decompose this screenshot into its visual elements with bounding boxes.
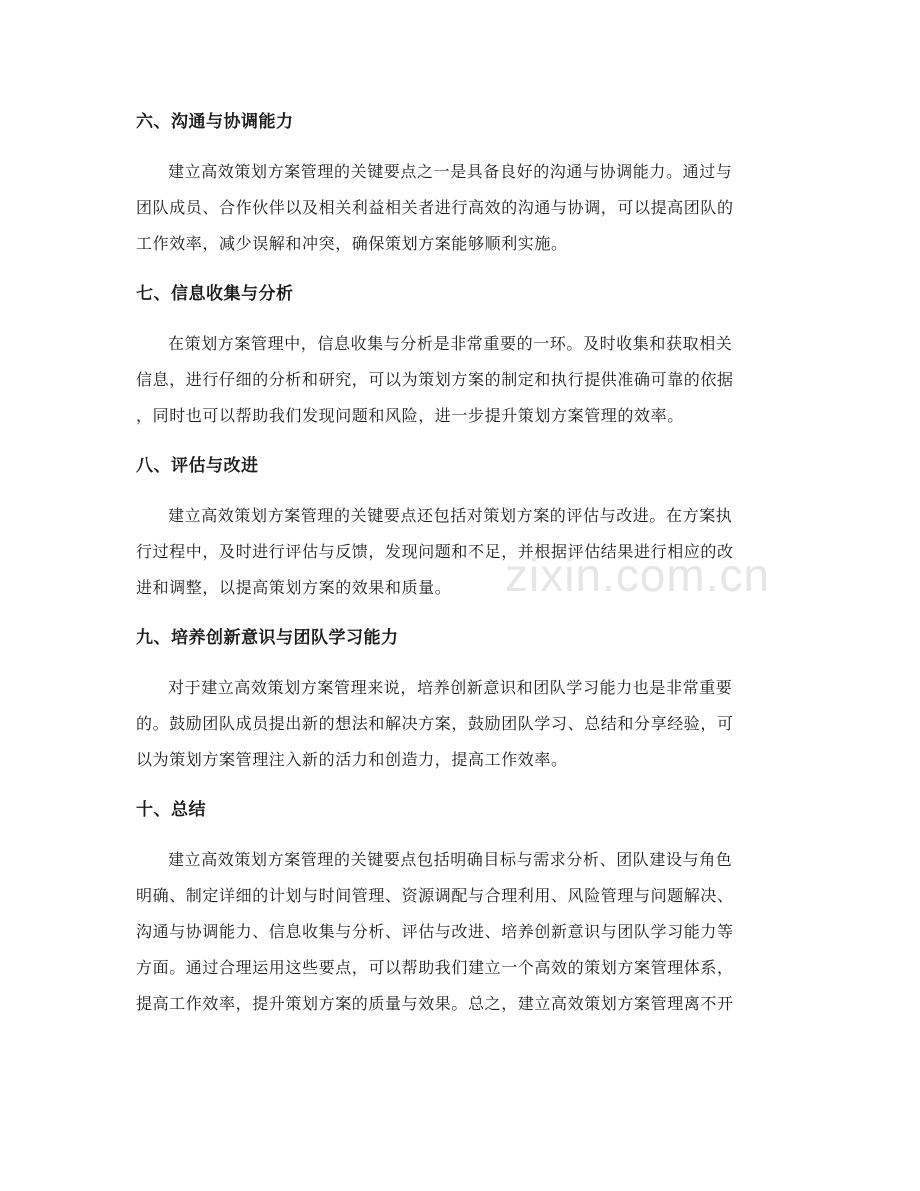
section-7 (136, 276, 786, 434)
section-heading: 八、评估与改进 (136, 456, 259, 476)
paragraph-line: 提高工作效率，提升策划方案的质量与效果。总之，建立高效策划方案管理离不开 (136, 994, 734, 1013)
section-heading: 六、沟通与协调能力 (136, 112, 294, 132)
section-8 (136, 448, 786, 606)
section-paragraph (136, 154, 786, 262)
paragraph-line: 以为策划方案管理注入新的活力和创造力，提高工作效率。 (136, 750, 568, 769)
section-paragraph (136, 842, 786, 1022)
paragraph-line: 在策划方案管理中，信息收集与分析是非常重要的一环。及时收集和获取相关 (168, 334, 733, 353)
document-page (136, 104, 786, 1022)
section-heading: 九、培养创新意识与团队学习能力 (136, 628, 399, 648)
section-paragraph (136, 670, 786, 778)
section-heading: 十、总结 (136, 800, 206, 820)
watermark-text: zixin.com.cn (505, 549, 771, 601)
paragraph-line: 的。鼓励团队成员提出新的想法和解决方案，鼓励团队学习、总结和分享经验，可 (136, 714, 734, 733)
paragraph-line: 明确、制定详细的计划与时间管理、资源调配与合理利用、风险管理与问题解决、 (136, 886, 734, 905)
paragraph-line: ，同时也可以帮助我们发现问题和风险，进一步提升策划方案管理的效率。 (136, 406, 684, 425)
section-10 (136, 792, 786, 1022)
paragraph-line: 行过程中，及时进行评估与反馈，发现问题和不足，并根据评估结果进行相应的改 (136, 542, 734, 561)
paragraph-line: 建立高效策划方案管理的关键要点包括明确目标与需求分析、团队建设与角色 (168, 850, 733, 869)
section-paragraph (136, 326, 786, 434)
paragraph-line: 对于建立高效策划方案管理来说，培养创新意识和团队学习能力也是非常重要 (168, 678, 733, 697)
paragraph-line: 信息，进行仔细的分析和研究，可以为策划方案的制定和执行提供准确可靠的依据 (136, 370, 734, 389)
section-paragraph (136, 498, 786, 606)
paragraph-line: 进和调整，以提高策划方案的效果和质量。 (136, 578, 452, 597)
paragraph-line: 建立高效策划方案管理的关键要点还包括对策划方案的评估与改进。在方案执 (168, 506, 733, 525)
paragraph-line: 沟通与协调能力、信息收集与分析、评估与改进、培养创新意识与团队学习能力等 (136, 922, 734, 941)
section-6 (136, 104, 786, 262)
paragraph-line: 方面。通过合理运用这些要点，可以帮助我们建立一个高效的策划方案管理体系， (136, 958, 734, 977)
section-9 (136, 620, 786, 778)
paragraph-line: 建立高效策划方案管理的关键要点之一是具备良好的沟通与协调能力。通过与 (168, 162, 733, 181)
paragraph-line: 工作效率，减少误解和冲突，确保策划方案能够顺利实施。 (136, 234, 568, 253)
paragraph-line: 团队成员、合作伙伴以及相关利益相关者进行高效的沟通与协调，可以提高团队的 (136, 198, 734, 217)
section-heading: 七、信息收集与分析 (136, 284, 294, 304)
